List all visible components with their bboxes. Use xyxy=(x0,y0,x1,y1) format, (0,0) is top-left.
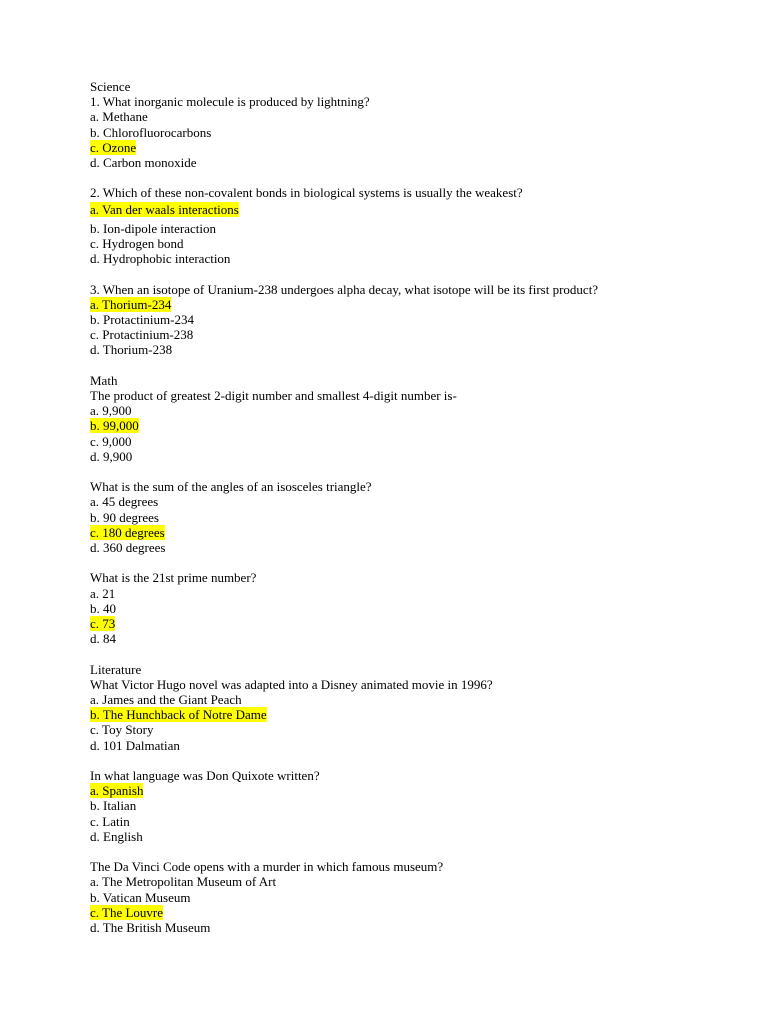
option-d: d. 101 Dalmatian xyxy=(90,737,180,753)
option-a: a. 9,900 xyxy=(90,403,132,419)
option-d: d. English xyxy=(90,828,143,844)
option-d: d. Hydrophobic interaction xyxy=(90,251,231,267)
spacer xyxy=(90,170,650,185)
option-d: d. Carbon monoxide xyxy=(90,155,197,171)
option-c: c. Ozone xyxy=(90,139,137,155)
option-d: d. 9,900 xyxy=(90,448,133,464)
spacer xyxy=(90,358,650,373)
question-text: 2. Which of these non-covalent bonds in biological systems is usually the weakest? xyxy=(90,185,523,201)
question-block xyxy=(90,479,650,555)
question-block xyxy=(90,570,650,646)
option-b: b. Protactinium-234 xyxy=(90,312,194,328)
spacer xyxy=(90,753,650,768)
option-a: a. 45 degrees xyxy=(90,494,159,510)
option-d: d. 84 xyxy=(90,631,116,647)
option-c: c. 73 xyxy=(90,616,116,632)
option-b: b. Vatican Museum xyxy=(90,889,191,905)
question-text: What Victor Hugo novel was adapted into a Disney animated movie in 1996? xyxy=(90,676,493,692)
option-d: d. The British Museum xyxy=(90,920,211,936)
option-b: b. Italian xyxy=(90,798,137,814)
option-b: b. 90 degrees xyxy=(90,509,159,525)
spacer xyxy=(90,844,650,859)
section-literature xyxy=(90,662,650,936)
option-c: c. Toy Story xyxy=(90,722,154,738)
option-b: b. Chlorofluorocarbons xyxy=(90,124,212,140)
option-c: c. 180 degrees xyxy=(90,524,165,540)
option-a: a. 21 xyxy=(90,585,116,601)
option-a: a. Van der waals interactions xyxy=(90,201,239,217)
section-title: Science xyxy=(90,79,131,94)
option-c: c. The Louvre xyxy=(90,904,164,920)
question-text: What is the sum of the angles of an isosceles triangle? xyxy=(90,479,372,495)
question-block xyxy=(90,94,650,170)
question-text: 1. What inorganic molecule is produced by lightning? xyxy=(90,94,370,110)
option-b: b. The Hunchback of Notre Dame xyxy=(90,707,267,723)
question-block xyxy=(90,185,650,266)
question-block xyxy=(90,282,650,358)
section-title: Literature xyxy=(90,661,142,677)
option-b: b. 99,000 xyxy=(90,418,139,434)
question-text: The Da Vinci Code opens with a murder in which famous museum? xyxy=(90,859,444,875)
option-c: c. Latin xyxy=(90,813,130,829)
option-b: b. Ion-dipole interaction xyxy=(90,220,216,236)
option-c: c. Protactinium-238 xyxy=(90,327,194,343)
spacer xyxy=(90,646,650,661)
spacer xyxy=(90,266,650,281)
option-a: a. Thorium-234 xyxy=(90,296,172,312)
section-science xyxy=(90,79,650,373)
section-title: Math xyxy=(90,372,118,388)
option-c: c. 9,000 xyxy=(90,433,132,449)
quiz-document xyxy=(90,79,650,935)
question-text: 3. When an isotope of Uranium-238 undergoes alpha decay, what isotope will be its first product? xyxy=(90,281,599,297)
question-text: The product of greatest 2-digit number and smallest 4-digit number is- xyxy=(90,388,457,404)
option-a: a. The Metropolitan Museum of Art xyxy=(90,874,277,890)
question-text: What is the 21st prime number? xyxy=(90,570,257,586)
question-block xyxy=(90,677,650,753)
option-c: c. Hydrogen bond xyxy=(90,236,184,252)
spacer xyxy=(90,555,650,570)
option-d: d. Thorium-238 xyxy=(90,342,173,358)
question-block xyxy=(90,859,650,935)
option-d: d. 360 degrees xyxy=(90,540,166,556)
option-a: a. Spanish xyxy=(90,783,144,799)
spacer xyxy=(90,464,650,479)
option-b: b. 40 xyxy=(90,600,116,616)
question-block xyxy=(90,388,650,464)
section-math xyxy=(90,373,650,662)
option-a: a. James and the Giant Peach xyxy=(90,692,242,708)
question-text: In what language was Don Quixote written? xyxy=(90,768,320,784)
question-block xyxy=(90,768,650,844)
option-a: a. Methane xyxy=(90,109,148,125)
